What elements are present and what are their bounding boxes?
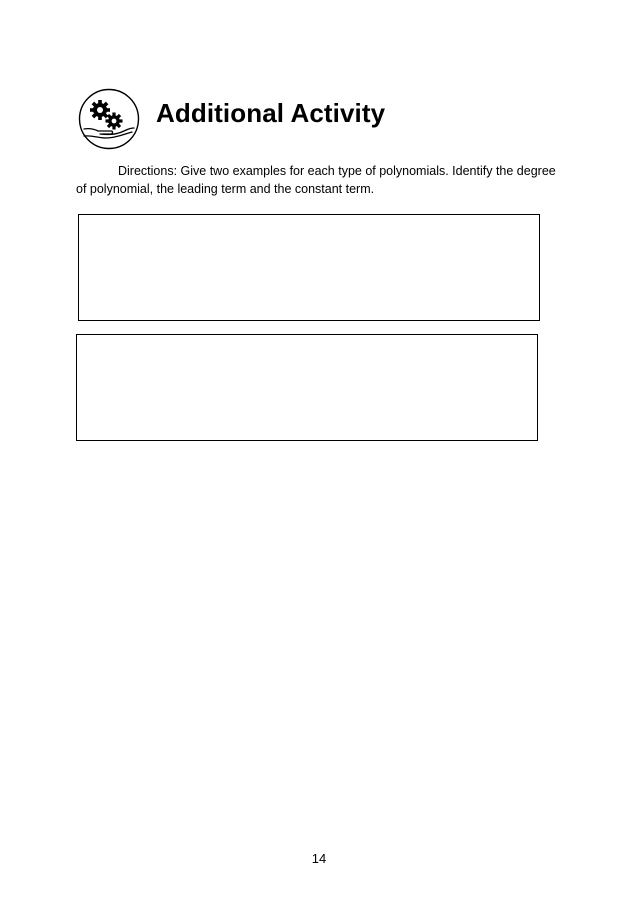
section-title: Additional Activity: [156, 98, 386, 128]
answer-box-2[interactable]: [76, 334, 538, 441]
answer-box-1[interactable]: [78, 214, 540, 321]
gears-in-hand-icon: [78, 88, 140, 150]
directions-text: Directions: Give two examples for each type of polynomials. Identify the degree of polynomial, the leading term and the constant term.: [76, 164, 556, 196]
page-number: 14: [311, 851, 327, 866]
